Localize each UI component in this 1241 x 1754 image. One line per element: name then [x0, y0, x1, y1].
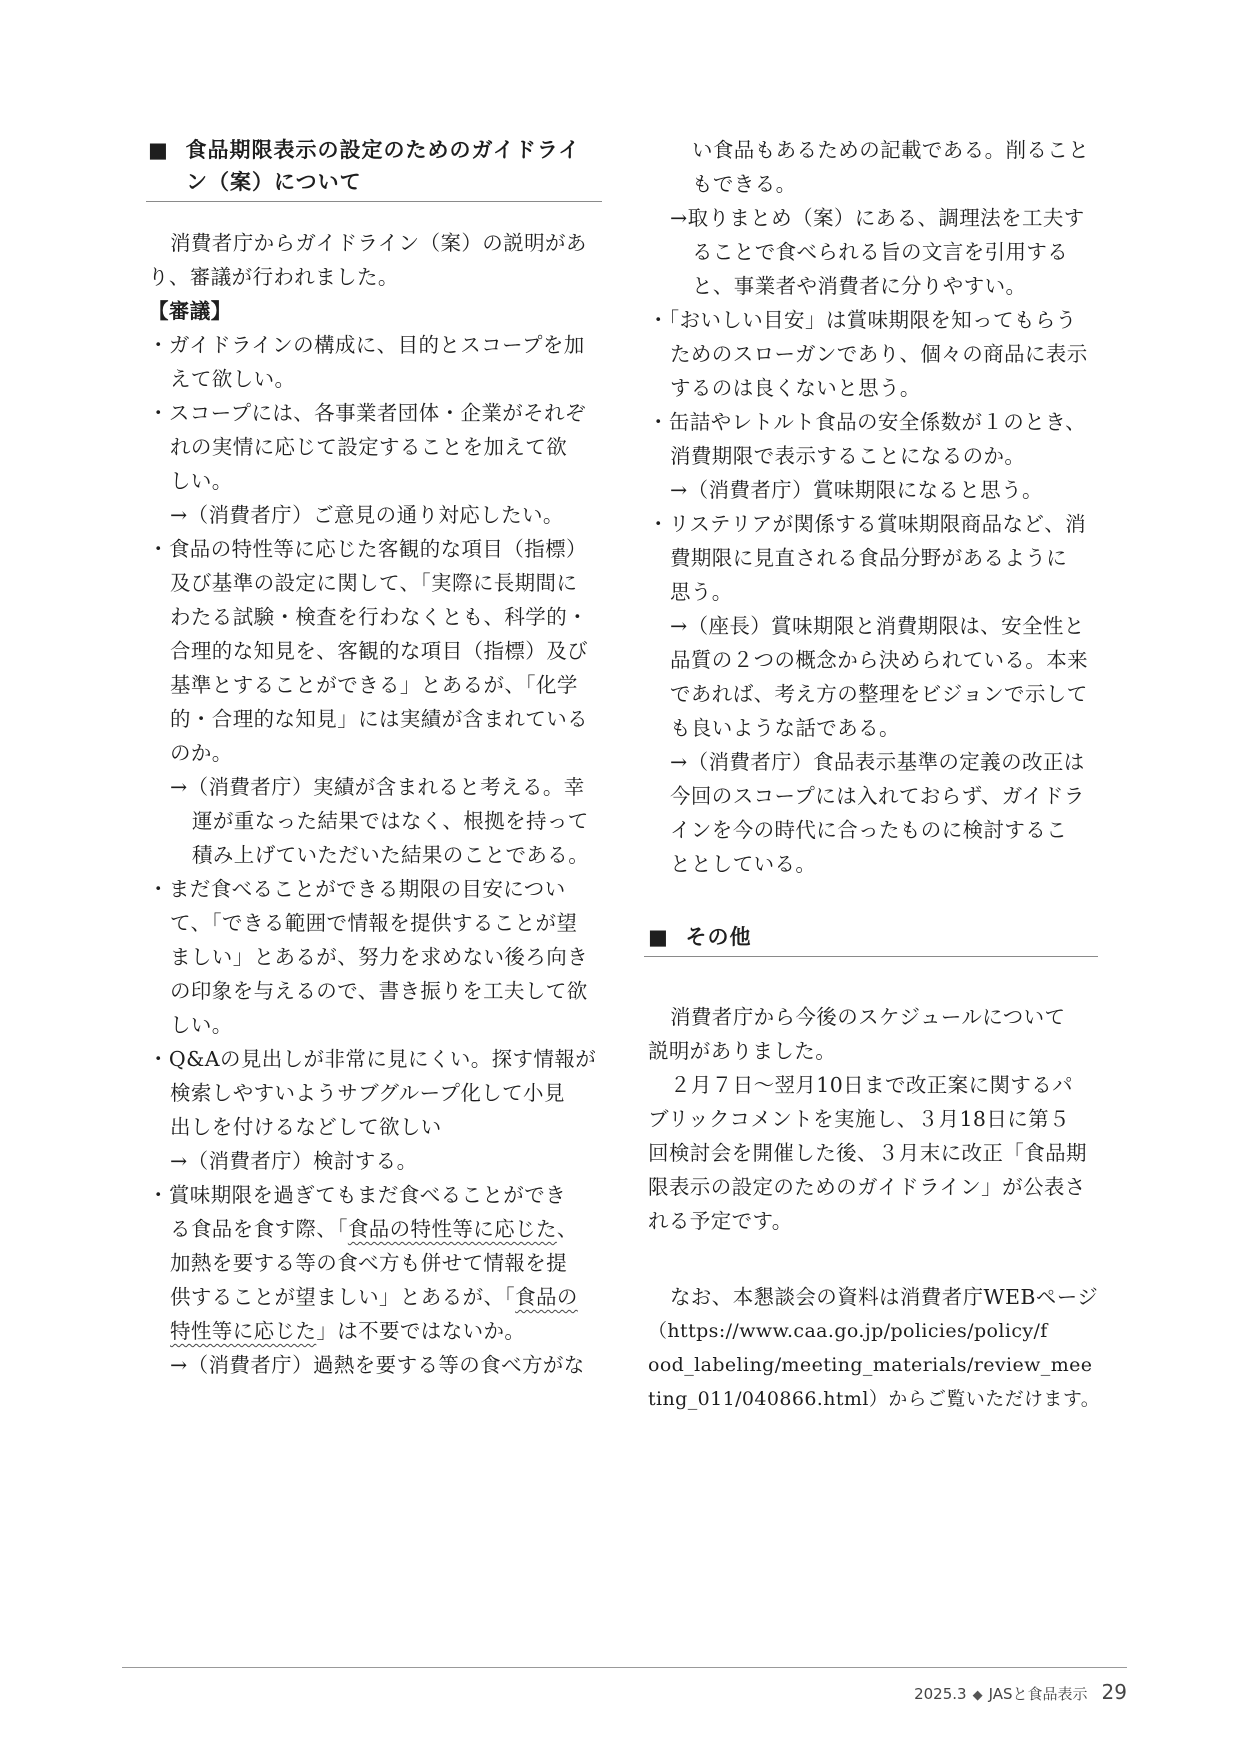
text-line: しい。: [170, 469, 233, 493]
issue-date: 2025.3: [914, 1685, 967, 1703]
text-line: ・スコープには、各事業者団体・企業がそれぞ: [148, 401, 586, 425]
text-line: れの実情に応じて設定することを加えて欲: [170, 435, 568, 459]
text-line: ・まだ食べることができる期限の目安につい: [148, 877, 566, 901]
text-line: しい。: [170, 1013, 233, 1037]
text-line: い食品もあるための記載である。削ること: [692, 138, 1090, 162]
text-line: 運が重なった結果ではなく、根拠を持って: [192, 809, 589, 833]
intro-line: り、審議が行われました。: [148, 265, 399, 289]
footer-rule: [122, 1667, 1127, 1668]
footer: [914, 1680, 1127, 1710]
text-line: 積み上げていただいた結果のことである。: [192, 843, 590, 867]
text-line: インを今の時代に合ったものに検討するこ: [670, 818, 1068, 842]
text-line: 費期限に見直される食品分野があるように: [670, 546, 1068, 570]
text-line: →（消費者庁）検討する。: [170, 1149, 418, 1173]
text-line: [148, 1282, 608, 1312]
text-line: →（消費者庁）過熱を要する等の食べ方がな: [170, 1353, 585, 1377]
text-segment: 、: [556, 1217, 578, 1241]
text-segment: 供することが望ましい」とあるが、「: [170, 1285, 516, 1309]
section-divider: [644, 956, 1098, 957]
text-line: も良いような話である。: [670, 716, 900, 740]
text-line: するのは良くないと思う。: [670, 376, 921, 400]
paragraph-line: 説明がありました。: [648, 1039, 837, 1063]
url-line: ood_labeling/meeting_materials/review_mee: [648, 1354, 1093, 1376]
text-line: ・食品の特性等に応じた客観的な項目（指標）: [148, 537, 587, 561]
text-line: ることで食べられる旨の文言を引用する: [692, 240, 1069, 264]
text-line: 加熱を要する等の食べ方も併せて情報を提: [170, 1251, 568, 1275]
section-title-line1: 食品期限表示の設定のためのガイドライ: [185, 138, 581, 162]
text-line: ととしている。: [670, 852, 817, 876]
text-line: と、事業者や消費者に分りやすい。: [692, 274, 1027, 298]
text-line: →（消費者庁）実績が含まれると考える。幸: [170, 775, 585, 799]
text-line: ・缶詰やレトルト食品の安全係数が１のとき、: [648, 410, 1087, 434]
text-line: ・リステリアが関係する賞味期限商品など、消: [648, 512, 1087, 536]
paragraph-line: 回検討会を開催した後、３月末に改正「食品期: [648, 1141, 1087, 1165]
url-line: （https://www.caa.go.jp/policies/policy/f: [648, 1320, 1048, 1342]
text-line: 思う。: [670, 580, 733, 604]
text-line: のか。: [170, 741, 233, 765]
paragraph-line: ブリックコメントを実施し、３月18日に第５: [648, 1107, 1070, 1131]
text-line: →（消費者庁）賞味期限になると思う。: [670, 478, 1043, 502]
section-heading-guideline: [148, 135, 608, 165]
text-line: 基準とすることができる」とあるが、「化学: [170, 673, 578, 697]
text-line: であれば、考え方の整理をビジョンで示して: [670, 682, 1088, 706]
square-bullet-icon: ■: [648, 925, 669, 949]
shingi-label: 【審議】: [148, 299, 232, 323]
section-divider: [146, 201, 602, 202]
paragraph-line: 消費者庁から今後のスケジュールについて: [670, 1005, 1066, 1029]
section-title: その他: [685, 925, 752, 949]
wavy-underline-text: 特性等に応じた: [170, 1319, 317, 1343]
text-line: →（消費者庁）ご意見の通り対応したい。: [170, 503, 564, 527]
text-line: わたる試験・検査を行わなくとも、科学的・: [170, 605, 588, 629]
text-line: ・「おいしい目安」は賞味期限を知ってもらう: [648, 308, 1077, 332]
text-line: [148, 1316, 608, 1346]
wavy-underline-text: 食品の: [515, 1285, 578, 1309]
text-segment: る食品を食す際、「: [170, 1217, 348, 1241]
text-line: [148, 1214, 608, 1244]
text-line: →（消費者庁）食品表示基準の定義の改正は: [670, 750, 1085, 774]
text-line: ・Q&Aの見出しが非常に見にくい。探す情報が: [148, 1047, 597, 1071]
text-line: 今回のスコープには入れておらず、ガイドラ: [670, 784, 1085, 808]
text-line: て、「できる範囲で情報を提供することが望: [170, 911, 578, 935]
text-line: →（座長）賞味期限と消費期限は、安全性と: [670, 614, 1085, 638]
intro-line: 消費者庁からガイドライン（案）の説明があ: [170, 231, 587, 255]
text-line: もできる。: [692, 172, 797, 196]
diamond-icon: ◆: [972, 1688, 983, 1703]
text-line: ましい」とあるが、努力を求めない後ろ向き: [170, 945, 588, 969]
text-line: 消費期限で表示することになるのか。: [670, 444, 1026, 468]
text-segment: 」は不要ではないか。: [316, 1319, 526, 1343]
text-line: 及び基準の設定に関して、「実際に長期間に: [170, 571, 578, 595]
square-bullet-icon: ■: [148, 138, 169, 162]
paragraph-line: 限表示の設定のためのガイドライン」が公表さ: [648, 1175, 1086, 1199]
page-number: 29: [1101, 1680, 1127, 1704]
paragraph-line: れる予定です。: [648, 1209, 793, 1233]
paragraph-line: ２月７日～翌月10日まで改正案に関するパ: [670, 1073, 1074, 1097]
text-line: 合理的な知見を、客観的な項目（指標）及び: [170, 639, 588, 663]
text-line: ・ガイドラインの構成に、目的とスコープを加: [148, 333, 585, 357]
text-line: ためのスローガンであり、個々の商品に表示: [670, 342, 1088, 366]
text-line: 的・合理的な知見」には実績が含まれている: [170, 707, 588, 731]
paragraph-line: なお、本懇談会の資料は消費者庁WEBページ: [670, 1285, 1099, 1309]
section-heading-other: [648, 922, 1108, 952]
text-line: 出しを付けるなどして欲しい: [170, 1115, 442, 1139]
text-line: 品質の２つの概念から決められている。本来: [670, 648, 1088, 672]
magazine-title: JASと食品表示: [988, 1685, 1088, 1703]
text-line: ・賞味期限を過ぎてもまだ食べることができ: [148, 1183, 566, 1207]
wavy-underline-text: 食品の特性等に応じた: [347, 1217, 557, 1241]
text-line: の印象を与えるので、書き振りを工夫して欲: [170, 979, 588, 1003]
section-title-line2: ン（案）について: [186, 170, 362, 194]
text-line: →取りまとめ（案）にある、調理法を工夫す: [670, 206, 1085, 230]
url-line: ting_011/040866.html）からご覧いただけます。: [648, 1388, 1101, 1410]
text-line: えて欲しい。: [170, 367, 296, 391]
text-line: 検索しやすいようサブグループ化して小見: [170, 1081, 565, 1105]
